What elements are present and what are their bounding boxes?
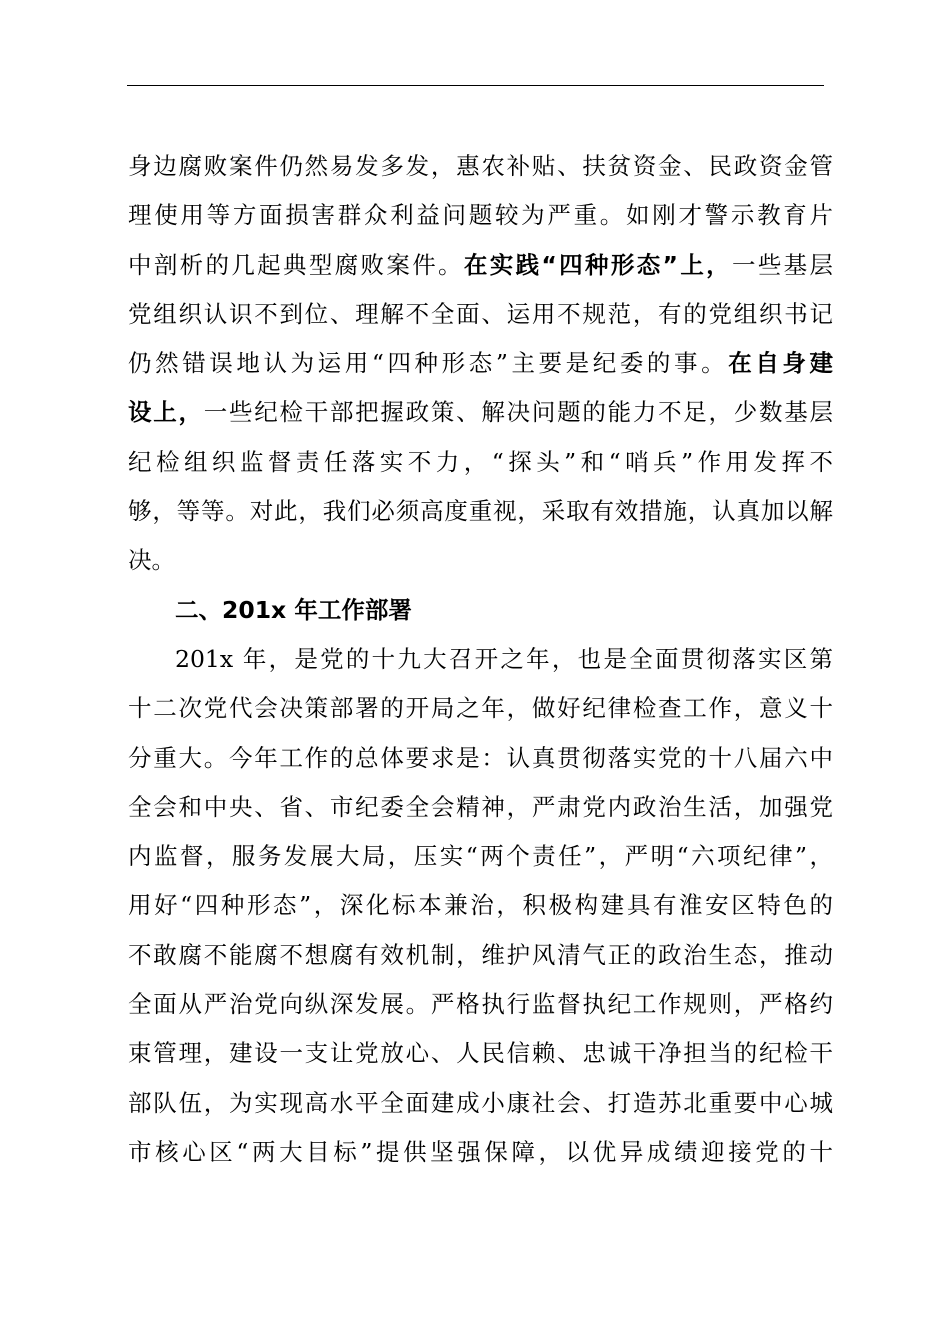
bold-lead-self: 在自身建: [728, 349, 834, 378]
text-run: 一些基层: [732, 250, 834, 279]
text-run: 中剖析的几起典型腐败案件。: [128, 250, 464, 279]
paragraph-deployment: [128, 635, 833, 1177]
text-line: [128, 388, 833, 437]
section-heading: 二、201x 年工作部署: [175, 595, 412, 624]
text-line: 党组织认识不到位、理解不全面、运用不规范，有的党组织书记: [128, 299, 833, 328]
text-line: [128, 241, 833, 290]
text-line: 全会和中央、省、市纪委全会精神，严肃党内政治生活，加强党: [128, 792, 833, 821]
body-text: [128, 142, 833, 1177]
text-line: 内监督，服务发展大局，压实“两个责任”，严明“六项纪律”，: [128, 842, 833, 871]
text-line: 理使用等方面损害群众利益问题较为严重。如刚才警示教育片: [128, 201, 833, 230]
text-run: 仍然错误地认为运用“四种形态”主要是纪委的事。: [128, 349, 729, 378]
text-line: 全面从严治党向纵深发展。严格执行监督执纪工作规则，严格约: [128, 990, 833, 1019]
text-line: 够，等等。对此，我们必须高度重视，采取有效措施，认真加以解: [128, 497, 833, 526]
text-line: 部队伍，为实现高水平全面建成小康社会、打造苏北重要中心城: [128, 1088, 833, 1117]
text-line: 束管理，建设一支让党放心、人民信赖、忠诚干净担当的纪检干: [128, 1039, 833, 1068]
text-line: 纪检组织监督责任落实不力，“探头”和“哨兵”作用发挥不: [128, 447, 833, 476]
text-line: 决。: [128, 546, 175, 575]
text-line: 市核心区“两大目标”提供坚强保障，以优异成绩迎接党的十: [128, 1137, 833, 1166]
text-line: 不敢腐不能腐不想腐有效机制，维护风清气正的政治生态，推动: [128, 940, 833, 969]
text-line: 分重大。今年工作的总体要求是：认真贯彻落实党的十八届六中: [128, 743, 833, 772]
text-line: 用好“四种形态”，深化标本兼治，积极构建具有淮安区特色的: [128, 891, 833, 920]
bold-lead-practice: 在实践“四种形态”上，: [463, 250, 732, 279]
text-line: [128, 339, 833, 388]
paragraph-problems: [128, 142, 833, 586]
text-line: 身边腐败案件仍然易发多发，惠农补贴、扶贫资金、民政资金管: [128, 152, 833, 180]
text-line: 201x 年，是党的十九大召开之年，也是全面贯彻落实区第: [175, 644, 833, 673]
header-rule: [127, 85, 824, 86]
text-run: 一些纪检干部把握政策、解决问题的能力不足，少数基层: [203, 398, 834, 427]
bold-lead-self-cont: 设上，: [128, 398, 204, 427]
text-line: 十二次党代会决策部署的开局之年，做好纪律检查工作，意义十: [128, 694, 833, 723]
